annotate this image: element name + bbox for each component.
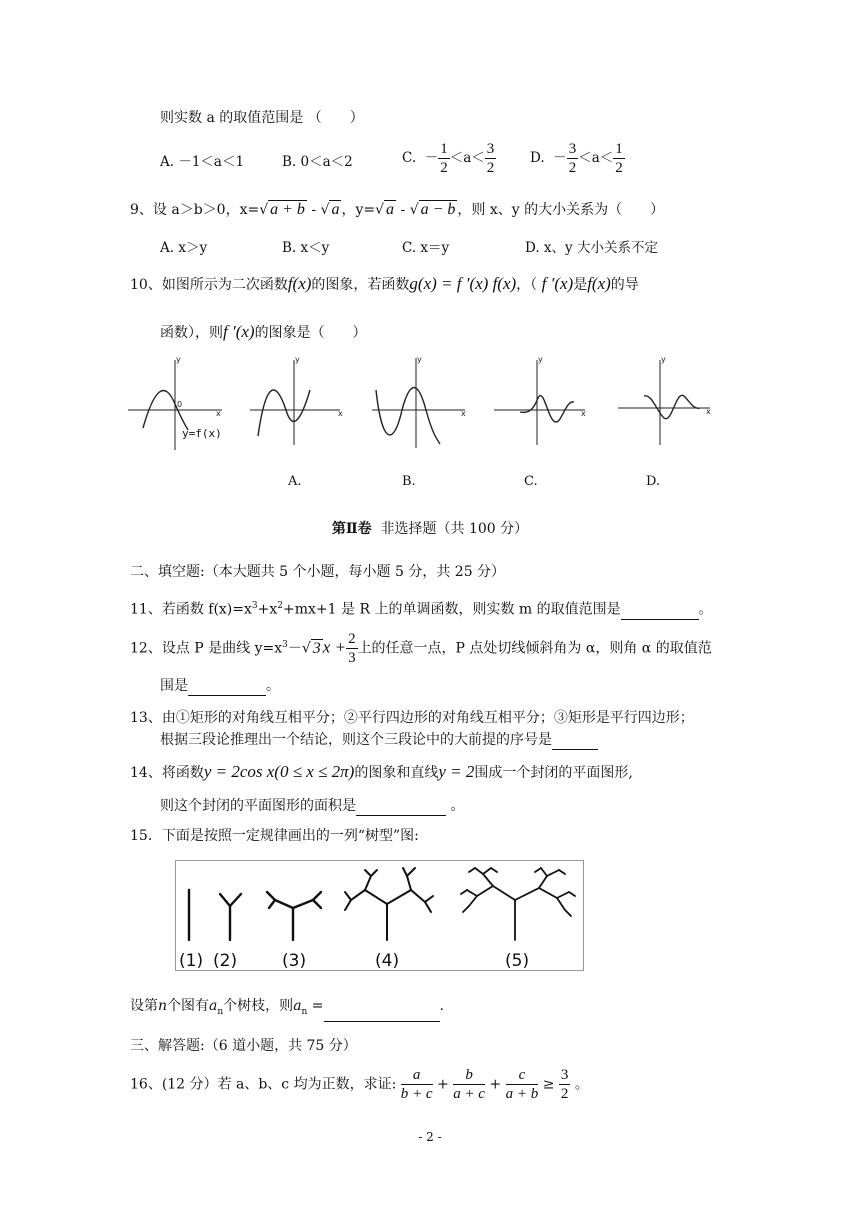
q14-line2: 则这个封闭的平面图形的面积是 。 — [160, 798, 465, 814]
q9-option-d: D. x、y 大小关系不定 — [525, 240, 658, 256]
part-3-heading: 三、解答题:（6 道小题，共 75 分） — [130, 1038, 357, 1054]
q9-option-b: B. x＜y — [282, 240, 330, 256]
q12-answer-blank[interactable] — [188, 679, 266, 696]
svg-text:x: x — [581, 409, 586, 418]
svg-text:y: y — [417, 355, 422, 364]
q10-choice-c: C. — [524, 474, 538, 489]
graph-d — [618, 355, 711, 445]
graph-fx-label: y=f(x) — [182, 427, 222, 440]
tree-label-5: (5) — [505, 951, 530, 971]
q9-option-c: C. x＝y — [402, 240, 450, 256]
q11: 11、若函数 $f(x)=x^3+x^2+mx+1$ 是 R 上的单调函数，则实数 m 的取值范围是 。 — [130, 601, 713, 618]
q9-pre: 9、设 a＞b＞0，x= — [130, 202, 260, 218]
q8-option-a: A. －1＜a＜1 — [160, 154, 245, 170]
q16: 16、(12 分）若 a、b、c 均为正数，求证: $\frac{a}{b + c}$ + $\frac{b}{a + c}$ + $\frac{c}{a + b}$ ≥ $\frac{3}{2}$ 。 — [130, 1067, 589, 1102]
q9-x-root1: a + b — [270, 201, 305, 218]
page-number: - 2 - — [418, 1130, 442, 1144]
q9-mid: ，y= — [341, 202, 376, 218]
q8-c-label: C. — [402, 150, 417, 166]
q9-y-minus: - — [396, 202, 410, 218]
q10-stem-line1: 10、如图所示为二次函数f(x)的图象，若函数g(x) = f ′(x) f(x)，（ f ′(x)是f(x)的导 — [130, 274, 639, 293]
q14-answer-blank[interactable] — [356, 799, 446, 816]
q13-line1: 13、由①矩形的对角线互相平分；②平行四边形的对角线互相平分；③矩形是平行四边形； — [130, 710, 694, 726]
q12-frac: $\frac{2}{3}$ — [348, 631, 356, 666]
q9-option-a: A. x＞y — [160, 240, 208, 256]
q8-d-label: D. — [530, 150, 545, 166]
q8-option-c — [402, 140, 496, 177]
svg-text:y: y — [176, 355, 181, 364]
section-2-title-bold: 第Ⅱ卷 — [331, 521, 372, 537]
part-2-heading: 二、填空题:（本大题共 5 个小题，每小题 5 分，共 25 分） — [130, 564, 506, 580]
q8-d-mid: ＜a＜ — [578, 150, 614, 166]
svg-text:0: 0 — [177, 400, 183, 409]
q9-x-minus: - — [306, 202, 321, 218]
q10-choice-a: A. — [288, 474, 302, 489]
svg-text:y: y — [538, 355, 543, 364]
q15-answer-line: 设第n个图有$a_n$个树枝，则$a_n$ = . — [130, 996, 444, 1022]
q10-fx: f(x) — [287, 274, 312, 293]
q8-option-d — [530, 140, 625, 177]
q9-x-root2: a — [331, 201, 340, 218]
q10-choice-b: B. — [402, 474, 416, 489]
tree-label-4: (4) — [375, 951, 400, 971]
q10-stem-line2: 函数），则f ′(x)的图象是（ ） — [160, 322, 367, 341]
svg-text:y: y — [295, 355, 300, 364]
svg-text:x: x — [338, 409, 343, 418]
q13-line2: 根据三段论推理出一个结论，则这个三段论中的大前提的序号是 — [160, 730, 598, 750]
q8-c-frac2: $\frac{3}{2}$ — [486, 141, 495, 176]
q12-line1: 12、设点 P 是曲线 $y=x^3-√$ 3 x + $\frac{2}{3}$ 上的任意一点，P 点处切线倾斜角为 α，则角 α 的取值范 — [130, 631, 712, 666]
q13-answer-blank[interactable] — [552, 733, 598, 750]
svg-text:x: x — [216, 409, 221, 418]
q10-fprime: f ′(x) — [541, 274, 574, 293]
graph-a — [250, 355, 343, 445]
tree-label-3: (3) — [282, 951, 307, 971]
q8-d-frac1: $\frac{3}{2}$ — [568, 141, 577, 176]
q8-c-frac1: $\frac{1}{2}$ — [440, 141, 448, 176]
q8-stem: 则实数 a 的取值范围是 （ ） — [160, 110, 364, 126]
svg-text:x: x — [461, 409, 466, 418]
section-2-title: 第Ⅱ卷 非选择题（共 100 分） — [331, 521, 529, 537]
q8-d-frac2: $\frac{1}{2}$ — [615, 141, 623, 176]
q14-line1: 14、将函数y = 2cos x(0 ≤ x ≤ 2π)的图象和直线y = 2围成一个封闭的平面图形, — [130, 762, 633, 781]
q16-frac-2: $\frac{b}{a + c}$ — [453, 1067, 485, 1102]
q8-option-b: B. 0＜a＜2 — [282, 154, 353, 170]
q15-answer-blank[interactable] — [324, 1005, 440, 1022]
q9-post: ，则 x、y 的大小关系为（ ） — [457, 202, 665, 218]
q12-line2: 围是 。 — [160, 678, 280, 694]
q8-c-minus: － — [424, 150, 439, 166]
q15-stem: 15．下面是按照一定规律画出的一列“树型”图: — [130, 828, 419, 844]
q16-frac-rhs: $\frac{3}{2}$ — [560, 1067, 569, 1102]
q9-stem: 9、设 a＞b＞0，x=√ a + b - √ a ，y=√ a - √ a − b ，则 x、y 的大小关系为（ ） — [130, 201, 665, 218]
q16-frac-1: $\frac{a}{b + c}$ — [400, 1067, 433, 1102]
q16-frac-3: $\frac{c}{a + b}$ — [505, 1067, 539, 1102]
q11-answer-blank[interactable] — [621, 603, 699, 620]
svg-text:x: x — [706, 407, 711, 416]
tree-label-1: (1) — [179, 951, 204, 971]
q8-c-mid: ＜a＜ — [449, 150, 485, 166]
q8-d-minus: － — [553, 150, 567, 166]
q10-gx: g(x) = f ′(x) f(x) — [409, 274, 517, 293]
svg-text:y: y — [661, 355, 666, 364]
q9-y-root1: a — [386, 201, 395, 218]
graph-c — [494, 355, 586, 445]
q14-function: y = 2cos x(0 ≤ x ≤ 2π) — [203, 762, 355, 781]
graph-b — [372, 355, 466, 448]
q10-choice-d: D. — [646, 474, 661, 489]
tree-label-2: (2) — [213, 951, 238, 971]
q10-graphs — [0, 350, 860, 450]
q9-y-root2: a − b — [420, 201, 456, 218]
tree-figure — [175, 860, 585, 972]
